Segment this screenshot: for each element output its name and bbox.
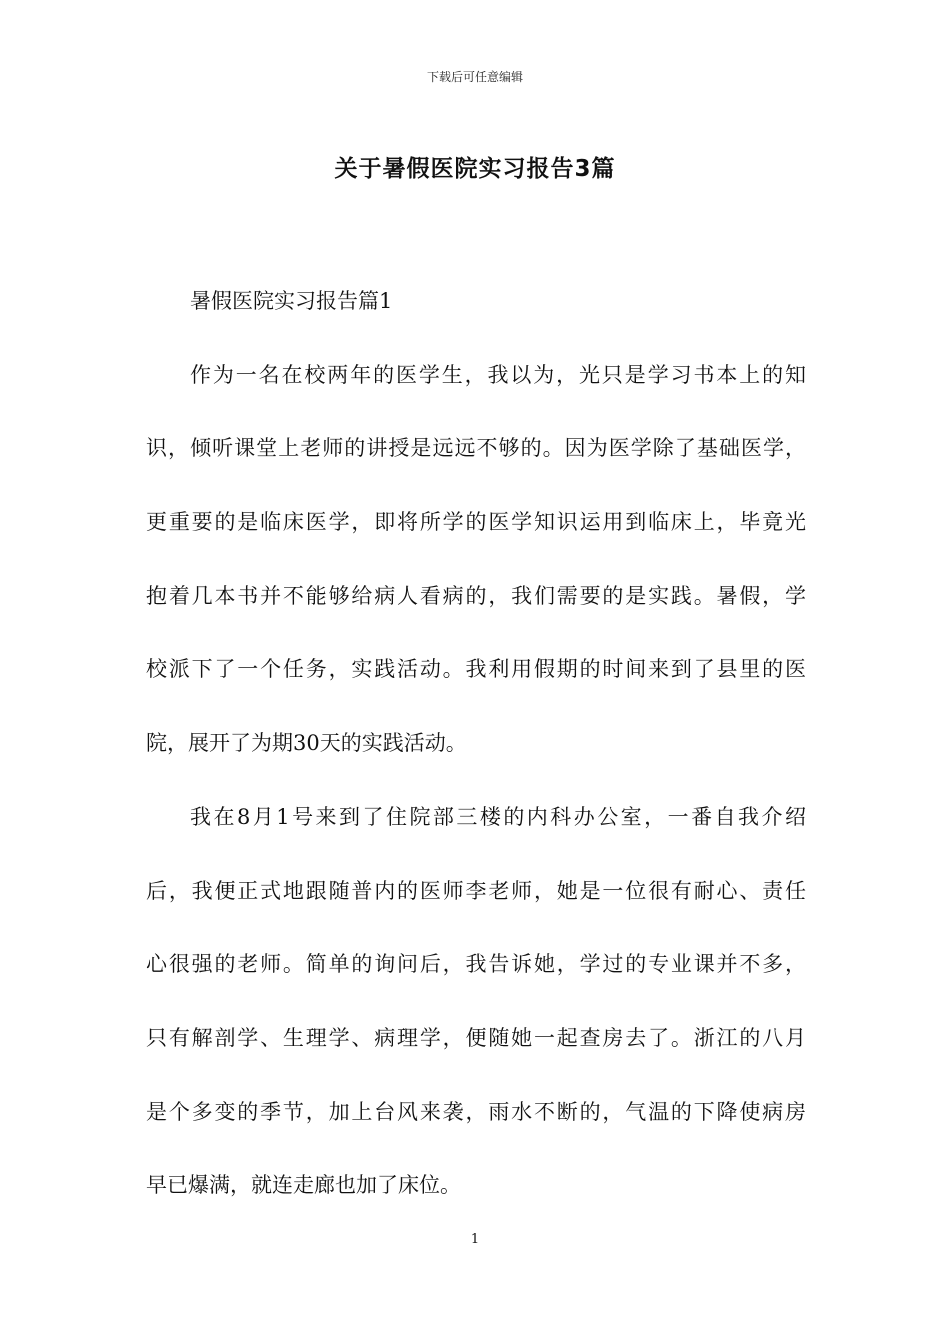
paragraph-line: 识，倾听课堂上老师的讲授是远远不够的。因为医学除了基础医学， [146, 436, 806, 461]
document-title: 关于暑假医院实习报告3篇 [334, 156, 616, 182]
paragraph-line: 心很强的老师。简单的询问后，我告诉她，学过的专业课并不多， [146, 952, 806, 977]
page-number: 1 [470, 1232, 480, 1247]
paragraph-line: 抱着几本书并不能够给病人看病的，我们需要的是实践。暑假，学 [146, 583, 806, 608]
paragraph-line: 后，我便正式地跟随普内的医师李老师，她是一位很有耐心、责任 [146, 878, 806, 903]
paragraph-line: 我在8月1号来到了住院部三楼的内科办公室，一番自我介绍 [190, 804, 806, 829]
paragraph-line: 院，展开了为期30天的实践活动。 [146, 731, 467, 756]
paragraph-line: 是个多变的季节，加上台风来袭，雨水不断的，气温的下降使病房 [146, 1099, 806, 1124]
paragraph-line: 只有解剖学、生理学、病理学，便随她一起查房去了。浙江的八月 [146, 1025, 806, 1050]
paragraph-line: 作为一名在校两年的医学生，我以为，光只是学习书本上的知 [190, 362, 806, 387]
header-note: 下载后可任意编辑 [426, 70, 523, 84]
paragraph-line: 校派下了一个任务，实践活动。我利用假期的时间来到了县里的医 [146, 657, 806, 682]
document-body [146, 283, 806, 1241]
paragraph-line: 更重要的是临床医学，即将所学的医学知识运用到临床上，毕竟光 [146, 510, 806, 535]
section-heading: 暑假医院实习报告篇1 [190, 289, 393, 313]
paragraph-line: 早已爆满，就连走廊也加了床位。 [146, 1173, 461, 1198]
